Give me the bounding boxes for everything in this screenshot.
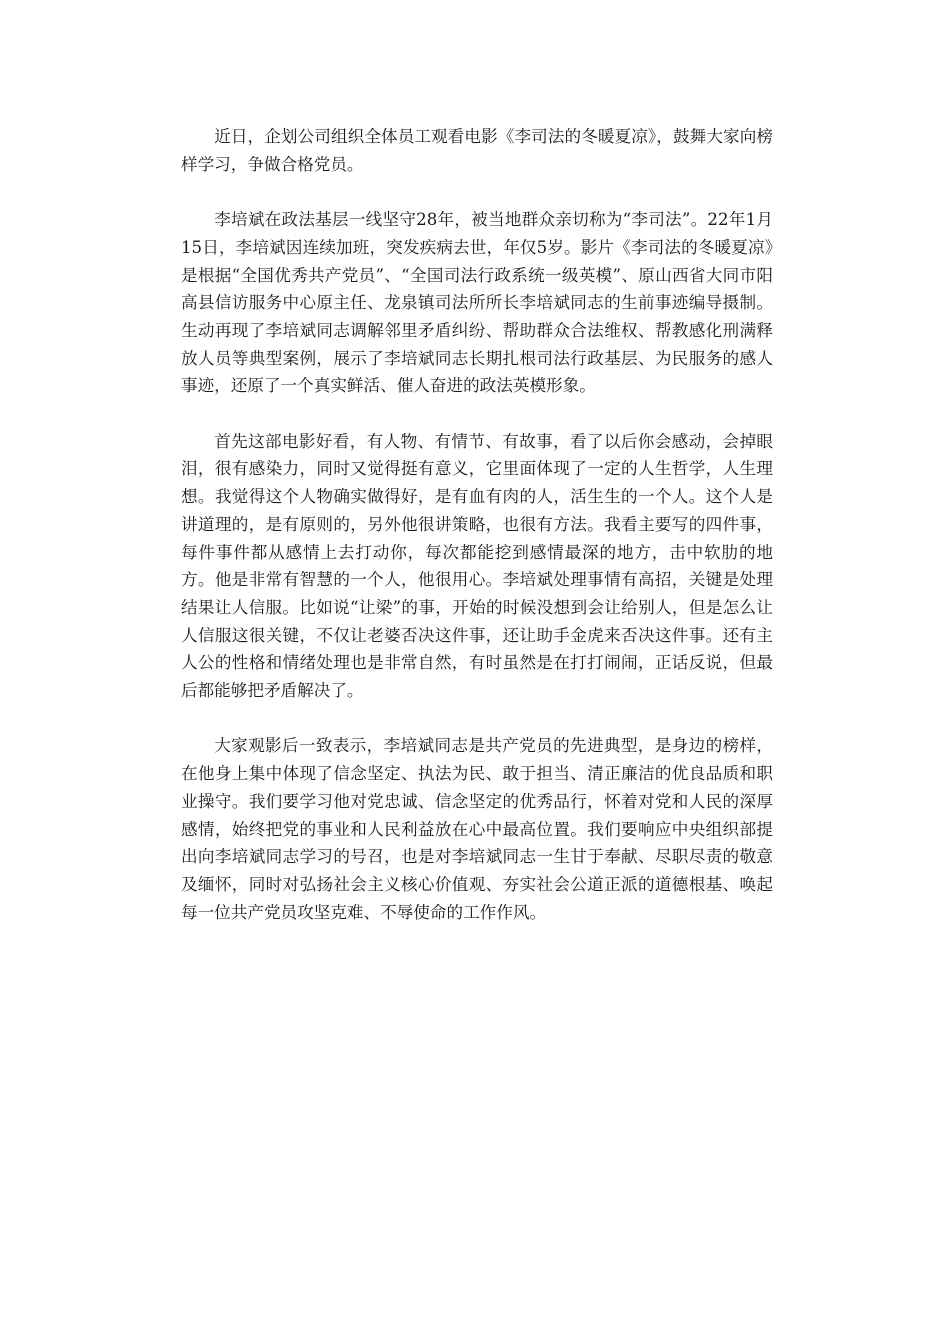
paragraph-conclusion: 大家观影后一致表示，李培斌同志是共产党员的先进典型，是身边的榜样，在他身上集中体现了信念坚定、执法为民、敢于担当、清正廉洁的优良品质和职业操守。我们要学习他对党忠诚、信念坚定的优秀品行，怀着对党和人民的深厚感情，始终把党的事业和人民利益放在心中最高位置。我们要响应中央组织部提出向李培斌同志学习的号召，也是对李培斌同志一生甘于奉献、尽职尽责的敬意及缅怀，同时对弘扬社会主义核心价值观、夯实社会公道正派的道德根基、唤起每一位共产党员攻坚克难、不辱使命的工作作风。 <box>181 736 773 922</box>
paragraph-review: 首先这部电影好看，有人物、有情节、有故事，看了以后你会感动，会掉眼泪，很有感染力，同时又觉得挺有意义，它里面体现了一定的人生哲学，人生理想。我觉得这个人物确实做得好，是有血有肉的人，活生生的一个人。这个人是讲道理的，是有原则的，另外他很讲策略，也很有方法。我看主要写的四件事，每件事件都从感情上去打动你，每次都能挖到感情最深的地方，击中软肋的地方。他是非常有智慧的一个人，他很用心。李培斌处理事情有高招，关键是处理结果让人信服。比如说“让梁”的事，开始的时候没想到会让给别人，但是怎么让人信服这很关键，不仅让老婆否决这件事，还让助手金虎来否决这件事。还有主人公的性格和情绪处理也是非常自然，有时虽然是在打打闹闹，正话反说，但最后都能够把矛盾解决了。 <box>181 431 773 701</box>
document-body <box>181 123 773 954</box>
paragraph-intro: 近日，企划公司组织全体员工观看电影《李司法的冬暖夏凉》，鼓舞大家向榜样学习，争做合格党员。 <box>181 127 773 174</box>
paragraph-background: 李培斌在政法基层一线坚守28年，被当地群众亲切称为“李司法”。22年1月15日，李培斌因连续加班，突发疾病去世，年仅5岁。影片《李司法的冬暖夏凉》是根据“全国优秀共产党员”、“全国司法行政系统一级英模”、原山西省大同市阳高县信访服务中心原主任、龙泉镇司法所所长李培斌同志的生前事迹编导摄制。生动再现了李培斌同志调解邻里矛盾纠纷、帮助群众合法维权、帮教感化刑满释放人员等典型案例，展示了李培斌同志长期扎根司法行政基层、为民服务的感人事迹，还原了一个真实鲜活、催人奋进的政法英模形象。 <box>181 210 773 396</box>
